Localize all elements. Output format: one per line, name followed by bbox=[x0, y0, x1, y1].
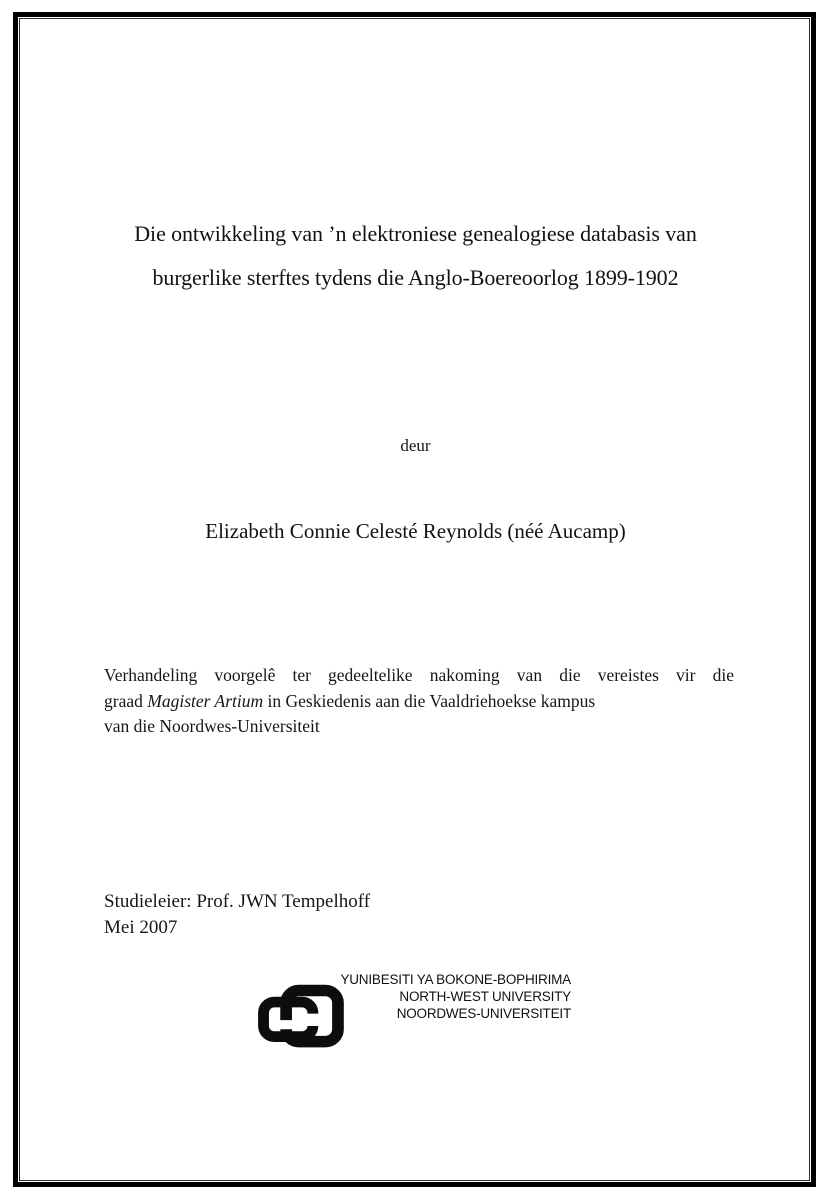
thesis-title bbox=[60, 212, 771, 300]
university-name-english: NORTH-WEST UNIVERSITY bbox=[399, 989, 571, 1004]
submission-line-2-prefix: graad bbox=[104, 690, 143, 711]
date-line: Mei 2007 bbox=[104, 917, 178, 938]
submission-line-2-suffix: in Geskiedenis aan die Vaaldriehoekse kampus bbox=[267, 690, 596, 711]
university-name-setswana: YUNIBESITI YA BOKONE-BOPHIRIMA bbox=[340, 972, 571, 987]
university-name-afrikaans: NOORDWES-UNIVERSITEIT bbox=[396, 1006, 571, 1021]
degree-name-italic: Magister Artium bbox=[147, 690, 264, 711]
submission-line-3: van die Noordwes-Universiteit bbox=[104, 716, 320, 736]
author-name: Elizabeth Connie Celesté Reynolds (néé Aucamp) bbox=[205, 519, 626, 543]
submission-line-2 bbox=[104, 689, 734, 715]
byline-label: deur bbox=[400, 436, 431, 455]
thesis-title-line-2: burgerlike sterftes tydens die Anglo-Boereoorlog 1899-1902 bbox=[152, 265, 679, 290]
thesis-title-line-1: Die ontwikkeling van ’n elektroniese genealogiese databasis van bbox=[134, 221, 697, 246]
submission-statement bbox=[104, 663, 734, 740]
supervisor-line: Studieleier: Prof. JWN Tempelhoff bbox=[104, 891, 371, 912]
submission-line-1: Verhandeling voorgelê ter gedeeltelike nakoming van die vereistes vir die bbox=[104, 665, 734, 685]
university-logo bbox=[0, 968, 831, 1056]
supervisor-block bbox=[104, 889, 370, 941]
university-logo-text bbox=[318, 971, 571, 1022]
